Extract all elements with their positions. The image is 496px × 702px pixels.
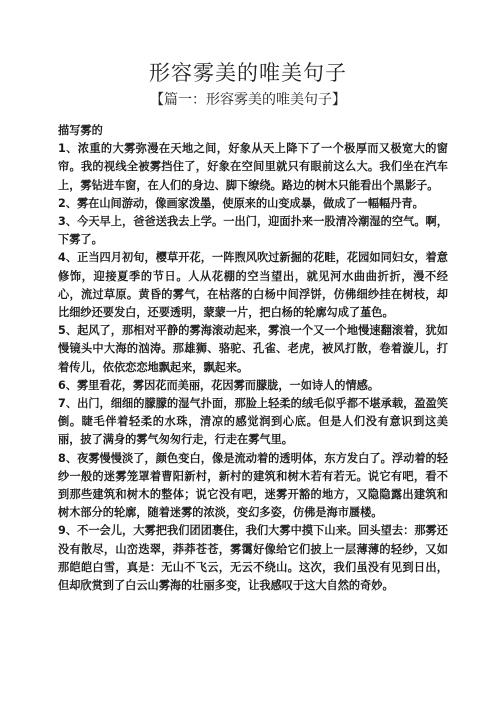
- paragraph-8: 8、夜雾慢慢淡了，颜色变白，像是流动着的透明体，东方发白了。浮动着的轻纱一般的迷雾笼罩着曹阳新村，新村的建筑和树木若有若无。说它有吧，看不到那些建筑和树木的整体；说它没有吧，迷雾开豁的地方，又隐隐露出建筑和树木部分的轮廓，随着迷雾的浓淡，变幻多姿，仿佛是海市蜃楼。: [58, 451, 448, 520]
- document-body: [58, 122, 448, 595]
- document-title: 形容雾美的唯美句子: [149, 61, 347, 85]
- paragraph-9: 9、不一会儿，大雾把我们团团裹住，我们大雾中摸下山来。回头望去：那雾还没有散尽，山峦迭翠，莽莽苍苍，雾霭好像给它们披上一层薄薄的轻纱，又如那皑皑白雪，真是：无山不飞云，无云不绕山。这次，我们虽没有见到日出，但却欣赏到了白云山雾海的壮丽多变，让我感叹于这大自然的奇妙。: [58, 524, 448, 593]
- paragraph-7: 7、出门，细细的朦朦的湿气扑面，那脸上轻柔的绒毛似乎都不堪承载，盈盈笑倒。睫毛伴着轻柔的水珠，清凉的感觉润到心底。但是人们没有意识到这美丽，披了满身的雾气匆匆行走，行走在雾气里。: [58, 397, 448, 447]
- document-subtitle: 【篇一：形容雾美的唯美句子】: [150, 92, 346, 108]
- paragraph-3: 3、今天早上，爸爸送我去上学。一出门，迎面扑来一股清冷潮湿的空气。啊，下雾了。: [58, 215, 448, 247]
- paragraph-4: 4、正当四月初旬，樱草开花，一阵煦风吹过新掘的花畦，花园如同妇女，着意修饰，迎接夏季的节日。人从花棚的空当望出，就见河水曲曲折折，漫不经心，流过草原。黄昏的雾气，在枯落的白杨中间浮饼，仿佛细纱挂在树枝，却比细纱还要发白，还要透明，蒙蒙一片，把白杨的轮廓勾成了堇色。: [58, 251, 448, 320]
- paragraph-5: 5、起风了，那相对平静的雾海滚动起来，雾浪一个又一个地慢速翻滚着，犹如慢镜头中大海的汹涛。那雄狮、骆驼、孔雀、老虎，被风打散，卷着漩儿，打着传儿，依依恋恋地飘起来，飘起来。: [58, 324, 448, 374]
- section-heading: 描写雾的: [58, 124, 103, 137]
- paragraph-6: 6、雾里看花，雾因花而美丽，花因雾而朦胧，一如诗人的情感。: [58, 378, 380, 392]
- paragraph-1: 1、浓重的大雾弥漫在天地之间，好象从天上降下了一个极厚而又极宽大的窗帘。我的视线全被雾挡住了，好象在空间里就只有眼前这么大。我们坐在汽车上，雾钻进车窗，在人们的身边、脚下缭绕。路边的树木只能看出个黑影子。: [58, 142, 448, 192]
- paragraph-2: 2、雾在山间游动，像画家泼墨，使原来的山变成暴，做成了一幅幅丹青。: [58, 196, 424, 210]
